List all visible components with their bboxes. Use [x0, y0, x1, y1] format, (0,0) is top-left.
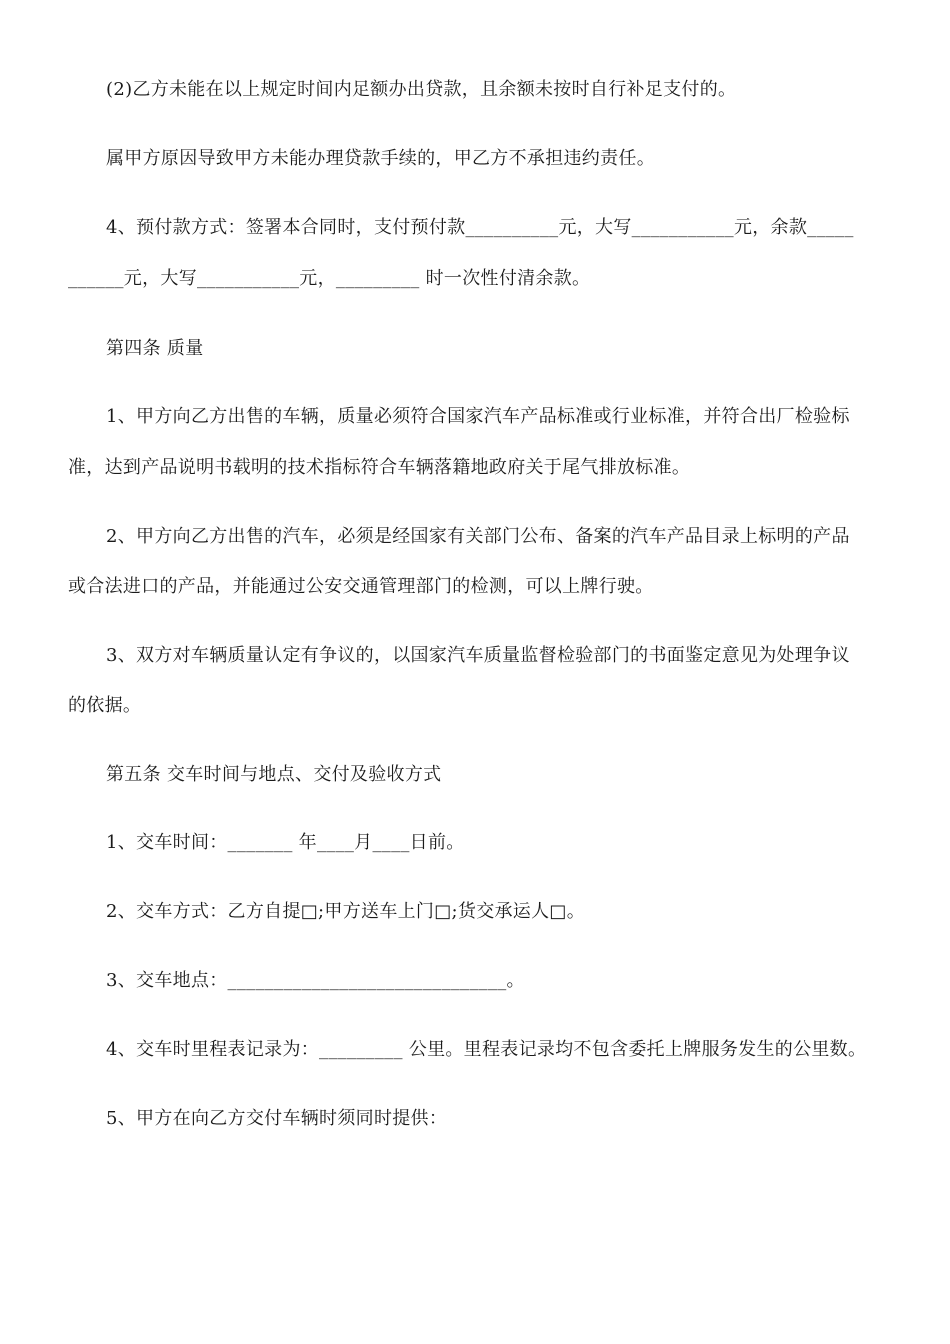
- article-5-delivery-method: 2、交车方式：乙方自提□;甲方送车上门□;货交承运人□。: [106, 901, 585, 922]
- clause-3-loan-condition-2: (2)乙方未能在以上规定时间内足额办出贷款，且余额未按时自行补足支付的。: [106, 79, 737, 100]
- article-5-odometer-record: 4、交车时里程表记录为：_________ 公里。里程表记录均不包含委托上牌服务发生的公里数。: [106, 1039, 867, 1060]
- clause-3-prepayment-line-1: 4、预付款方式：签署本合同时，支付预付款__________元，大写___________元，余款_____: [106, 217, 854, 238]
- clause-3-prepayment-line-2: ______元，大写___________元，_________ 时一次性付清余款。: [68, 268, 591, 289]
- article-4-item-1-line-2: 准，达到产品说明书载明的技术指标符合车辆落籍地政府关于尾气排放标准。: [68, 457, 691, 478]
- article-5-delivery-place: 3、交车地点：______________________________。: [106, 970, 525, 991]
- article-4-item-3-line-1: 3、双方对车辆质量认定有争议的，以国家汽车质量监督检验部门的书面鉴定意见为处理争议: [106, 645, 850, 666]
- article-4-item-2-line-1: 2、甲方向乙方出售的汽车，必须是经国家有关部门公布、备案的汽车产品目录上标明的产品: [106, 526, 850, 547]
- article-4-item-1-line-1: 1、甲方向乙方出售的车辆，质量必须符合国家汽车产品标准或行业标准，并符合出厂检验标: [106, 406, 850, 427]
- article-5-delivery-time: 1、交车时间：_______ 年____月____日前。: [106, 832, 465, 853]
- article-4-item-3-line-2: 的依据。: [68, 695, 142, 716]
- article-5-heading: 第五条 交车时间与地点、交付及验收方式: [106, 764, 442, 785]
- clause-3-liability-exemption: 属甲方原因导致甲方未能办理贷款手续的，甲乙方不承担违约责任。: [106, 148, 655, 169]
- article-5-documents-provided: 5、甲方在向乙方交付车辆时须同时提供：: [106, 1108, 448, 1129]
- article-4-heading: 第四条 质量: [106, 338, 204, 359]
- article-4-item-2-line-2: 或合法进口的产品，并能通过公安交通管理部门的检测，可以上牌行驶。: [68, 576, 654, 597]
